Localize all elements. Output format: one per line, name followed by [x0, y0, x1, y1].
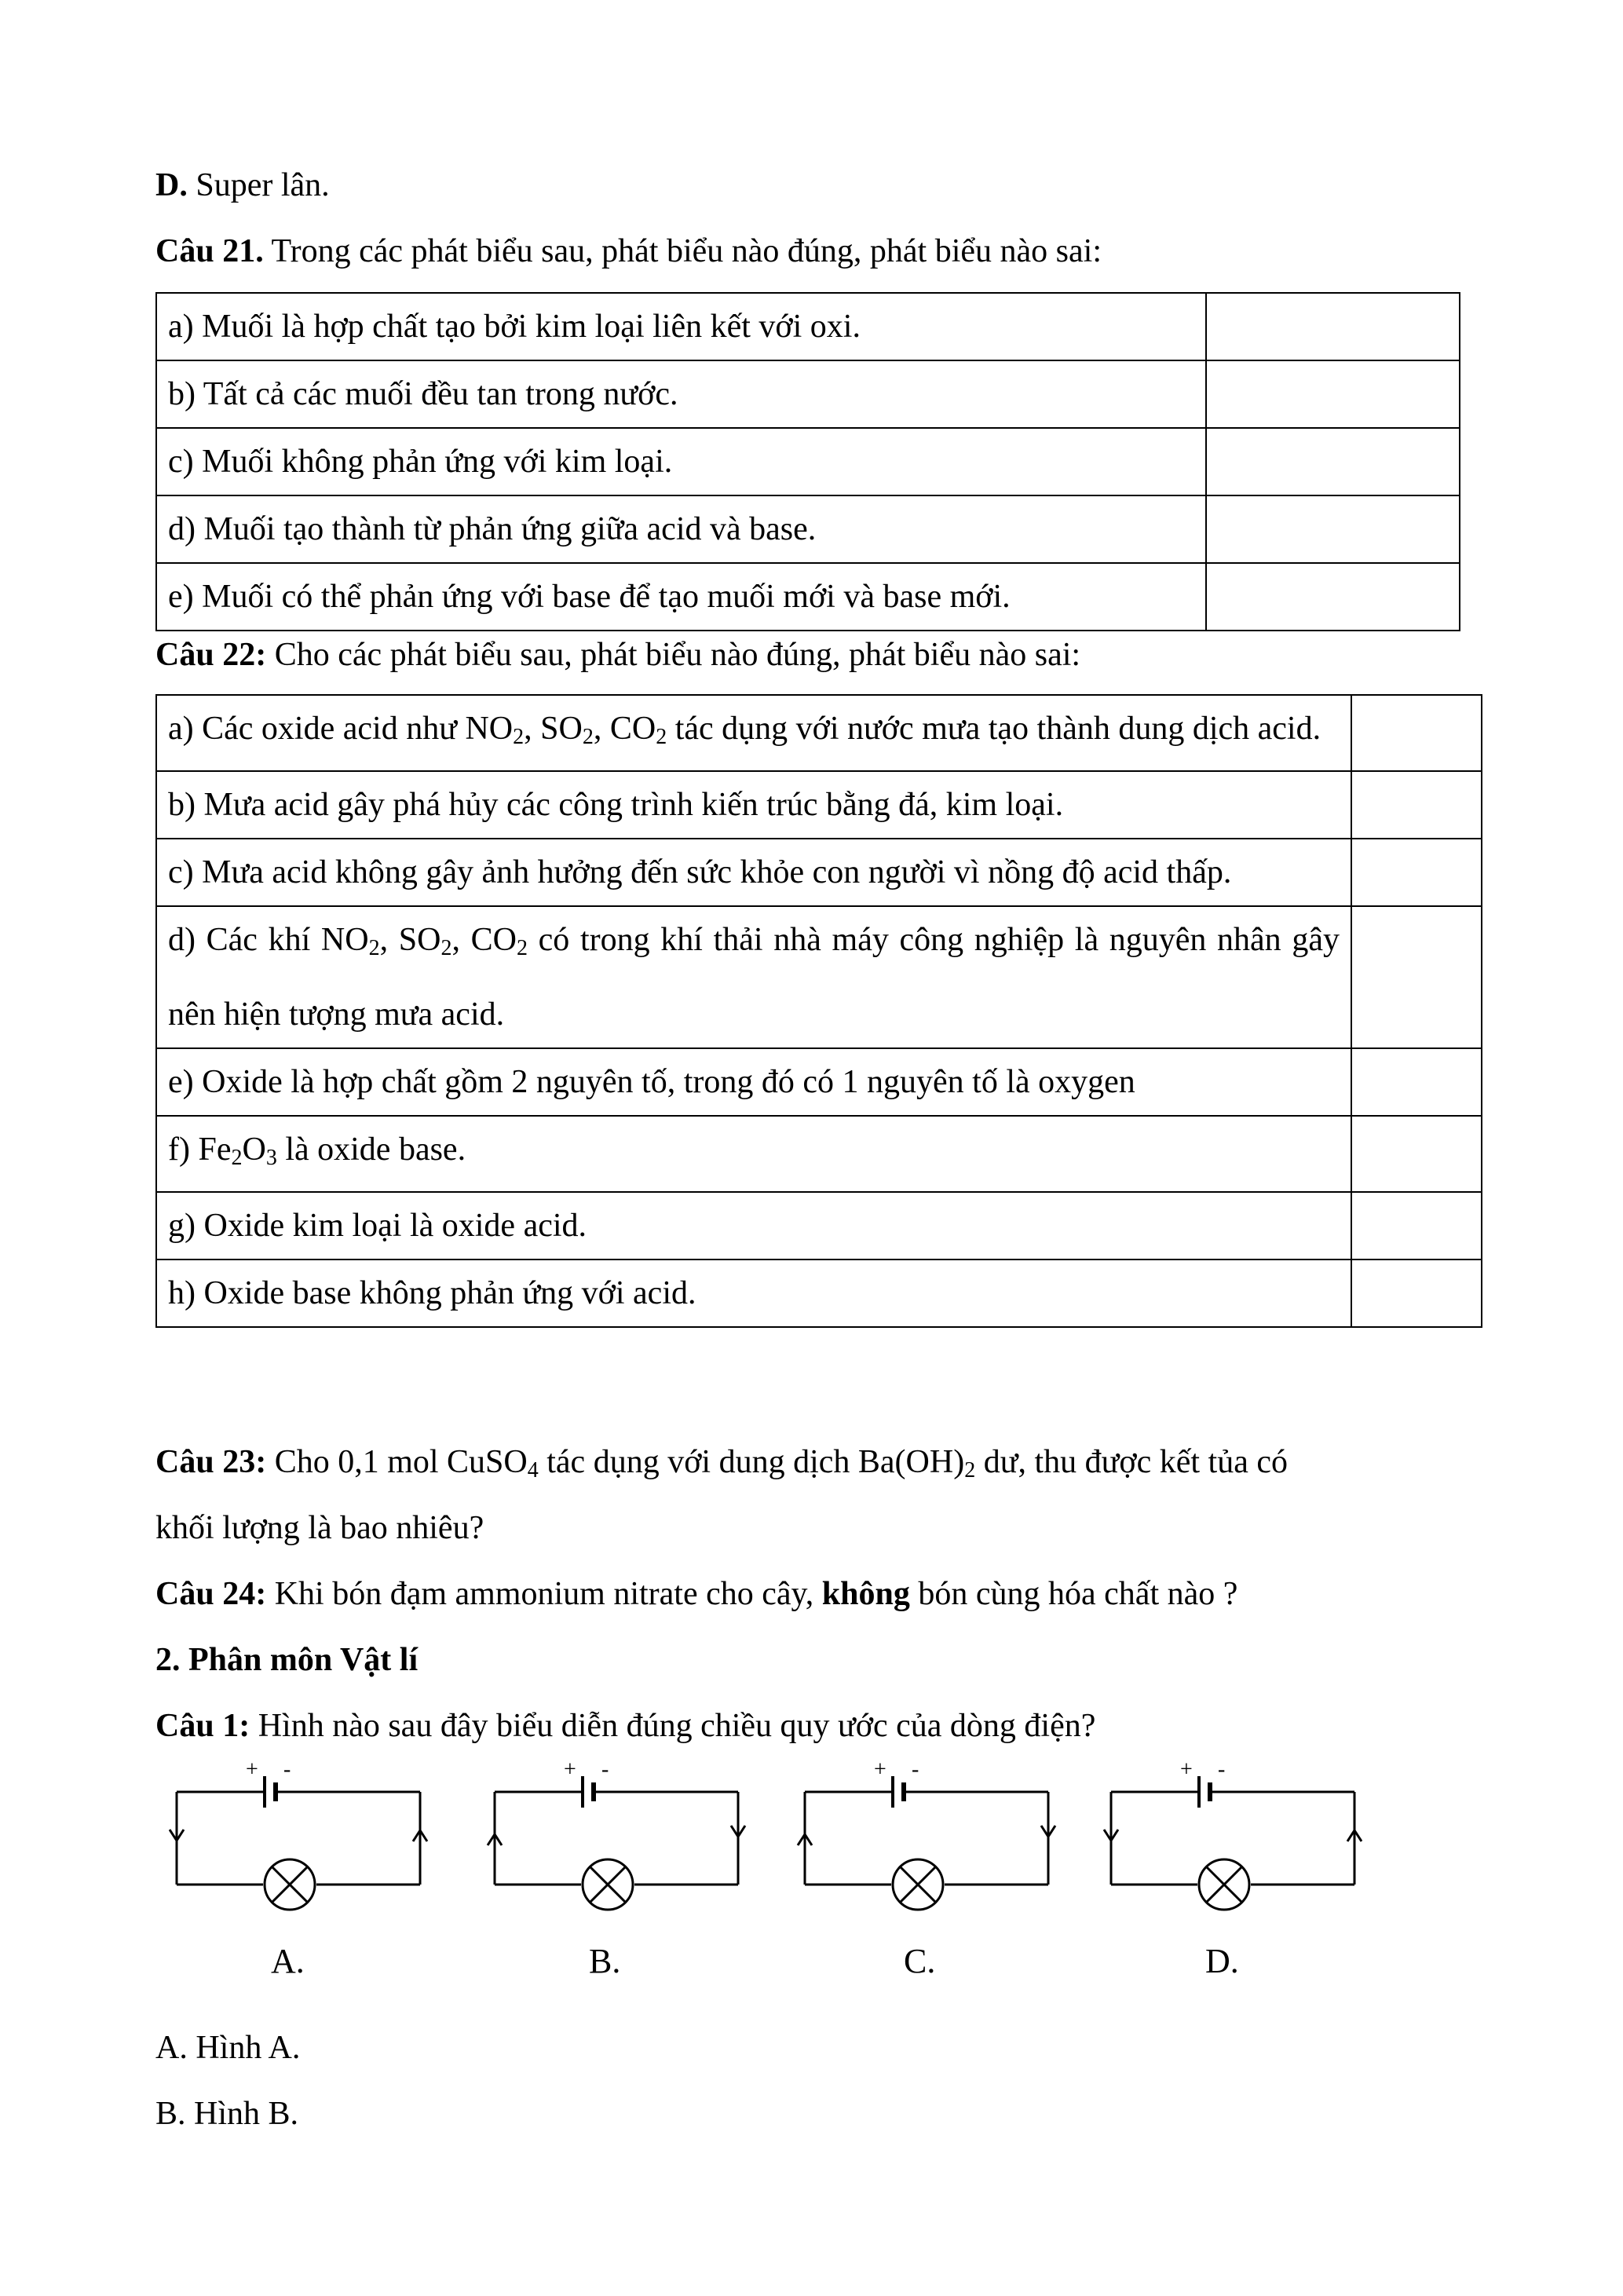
table-row [156, 563, 1460, 631]
question-22 [155, 633, 1080, 677]
answer-cell[interactable] [1351, 1192, 1482, 1260]
table-row [156, 1116, 1482, 1192]
question-label: Câu 21. [155, 233, 264, 269]
statement-cell: a) Các oxide acid như $NO_2$, $SO_2$, $CO_2$ tác dụng với nước mưa tạo thành dung dịch acid. [156, 695, 1351, 771]
question-21 [155, 229, 1102, 273]
answer-cell[interactable] [1351, 1048, 1482, 1116]
statement-cell: h) Oxide base không phản ứng với acid. [156, 1260, 1351, 1327]
table-row [156, 495, 1460, 563]
statement-cell: b) Tất cả các muối đều tan trong nước. [156, 360, 1206, 428]
statement-cell: c) Muối không phản ứng với kim loại. [156, 428, 1206, 495]
table-row [156, 771, 1482, 839]
table-row [156, 906, 1482, 1048]
table-row [156, 428, 1460, 495]
table-row [156, 360, 1460, 428]
statement-cell: f) $Fe_2O_3$ là oxide base. [156, 1116, 1351, 1192]
battery-plus-label: + [874, 1759, 886, 1782]
question-label: Câu 1: [155, 1708, 250, 1744]
answer-cell[interactable] [1351, 771, 1482, 839]
statement-cell: e) Muối có thể phản ứng với base để tạo muối mới và base mới. [156, 563, 1206, 631]
question-label: Câu 24: [155, 1576, 267, 1612]
prev-option-d [155, 163, 330, 207]
question-text: Trong các phát biểu sau, phát biểu nào đúng, phát biểu nào sai: [263, 233, 1102, 269]
figure-label-a: A. [271, 1942, 305, 1980]
answer-cell[interactable] [1351, 1116, 1482, 1192]
answer-cell[interactable] [1206, 495, 1460, 563]
statement-cell: a) Muối là hợp chất tạo bởi kim loại liên kết với oxi. [156, 293, 1206, 360]
answer-cell[interactable] [1206, 563, 1460, 631]
question-text: Cho các phát biểu sau, phát biểu nào đúng, phát biểu nào sai: [266, 637, 1081, 673]
answer-cell[interactable] [1206, 360, 1460, 428]
circuit-b [488, 1759, 745, 1980]
statement-cell: g) Oxide kim loại là oxide acid. [156, 1192, 1351, 1260]
table-row [156, 839, 1482, 906]
battery-plus-label: + [246, 1759, 258, 1782]
statement-cell: d) Các khí $NO_2$, $SO_2$, $CO_2$ có trong khí thải nhà máy công nghiệp là nguyên nhân gây nên hiện tượng mưa acid. [156, 906, 1351, 1048]
table-row [156, 1260, 1482, 1327]
answer-cell[interactable] [1351, 839, 1482, 906]
option-label: D. [155, 167, 188, 203]
statement-cell: b) Mưa acid gây phá hủy các công trình kiến trúc bằng đá, kim loại. [156, 771, 1351, 839]
statement-cell: d) Muối tạo thành từ phản ứng giữa acid và base. [156, 495, 1206, 563]
answer-cell[interactable] [1206, 428, 1460, 495]
battery-minus-label: - [601, 1759, 609, 1782]
table-row [156, 1048, 1482, 1116]
battery-minus-label: - [912, 1759, 919, 1782]
option-text: Super lân. [187, 167, 330, 203]
circuit-figures [169, 1759, 1362, 2010]
circuit-a [170, 1759, 427, 1980]
question-1 [155, 1704, 1095, 1748]
section-heading: 2. Phân môn Vật lí [155, 1642, 419, 1678]
answer-cell[interactable] [1351, 695, 1482, 771]
circuit-d [1104, 1759, 1362, 1980]
table-row [156, 1192, 1482, 1260]
answer-cell[interactable] [1351, 906, 1482, 1048]
battery-plus-label: + [564, 1759, 576, 1782]
question-label: Câu 23: [155, 1444, 267, 1480]
question-23-continued: khối lượng là bao nhiêu? [155, 1510, 484, 1546]
question-24: Câu 24: Khi bón đạm ammonium nitrate cho cây, không bón cùng hóa chất nào ? [155, 1576, 1238, 1612]
answer-cell[interactable] [1206, 293, 1460, 360]
statement-cell: e) Oxide là hợp chất gồm 2 nguyên tố, trong đó có 1 nguyên tố là oxygen [156, 1048, 1351, 1116]
answer-cell[interactable] [1351, 1260, 1482, 1327]
table-row [156, 695, 1482, 771]
statement-cell: c) Mưa acid không gây ảnh hưởng đến sức khỏe con người vì nồng độ acid thấp. [156, 839, 1351, 906]
answer-option-a[interactable]: A. Hình A. [155, 2030, 301, 2066]
figure-label-d: D. [1205, 1942, 1239, 1980]
figure-label-c: C. [904, 1942, 936, 1980]
battery-plus-label: + [1180, 1759, 1193, 1782]
table-row [156, 293, 1460, 360]
question-text: Hình nào sau đây biểu diễn đúng chiều quy ước của dòng điện? [250, 1708, 1096, 1744]
figure-label-b: B. [589, 1942, 621, 1980]
q21-table [155, 292, 1460, 631]
battery-minus-label: - [1218, 1759, 1226, 1782]
question-23: Câu 23: Cho 0,1 mol CuSO$_4$ tác dụng với dung dịch $Ba(OH)_2$ dư, thu được kết tủa có [155, 1444, 1288, 1483]
battery-minus-label: - [283, 1759, 291, 1782]
answer-option-b[interactable]: B. Hình B. [155, 2096, 299, 2132]
circuit-c [798, 1759, 1055, 1980]
question-label: Câu 22: [155, 637, 267, 673]
q22-table [155, 694, 1482, 1328]
